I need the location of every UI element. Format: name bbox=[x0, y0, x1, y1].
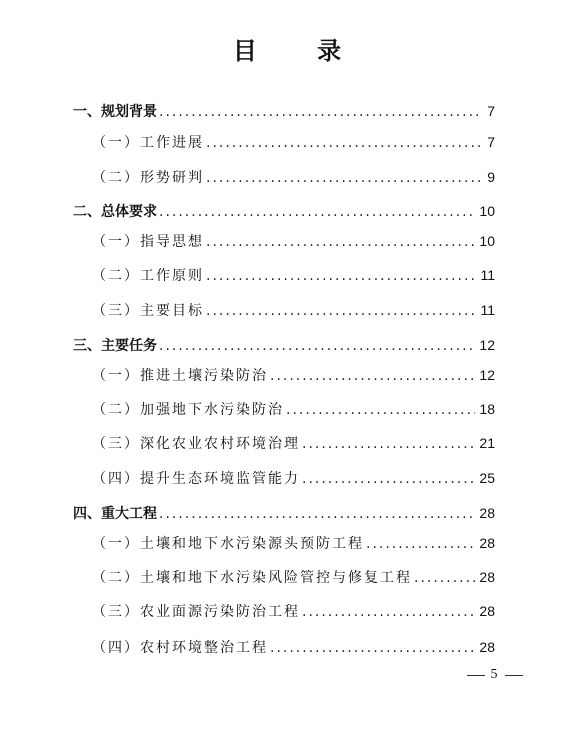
toc-entry[interactable] bbox=[92, 132, 495, 152]
toc-leader-dots bbox=[159, 336, 475, 356]
toc-entry-label: （一）土壤和地下水污染源头预防工程 bbox=[92, 536, 364, 552]
toc-entry-page: 10 bbox=[479, 233, 495, 249]
toc-entry-label: （二）加强地下水污染防治 bbox=[92, 402, 284, 418]
toc-entry-label: （一）指导思想 bbox=[92, 234, 204, 250]
toc-entry[interactable] bbox=[92, 365, 495, 385]
toc-entry-label: （四）提升生态环境监管能力 bbox=[92, 471, 300, 487]
toc-entry-label: 二、总体要求 bbox=[73, 204, 157, 220]
toc-leader-dots bbox=[270, 638, 475, 658]
toc-entry-label: （三）主要目标 bbox=[92, 303, 204, 319]
toc-entry-page: 11 bbox=[480, 302, 495, 318]
toc-leader-dots bbox=[159, 202, 475, 222]
toc-entry-label: （一）推进土壤污染防治 bbox=[92, 368, 268, 384]
toc-leader-dots bbox=[414, 568, 475, 588]
toc-entry[interactable] bbox=[73, 101, 495, 121]
toc-entry[interactable] bbox=[92, 637, 495, 657]
toc-entry[interactable] bbox=[92, 601, 495, 621]
toc-entry-page: 21 bbox=[479, 435, 495, 451]
toc-entry-label: （一）工作进展 bbox=[92, 135, 204, 151]
toc-entry-page: 28 bbox=[479, 603, 495, 619]
toc-entry[interactable] bbox=[92, 231, 495, 251]
toc-entry-page: 11 bbox=[480, 267, 495, 283]
toc-entry-page: 10 bbox=[479, 203, 495, 219]
toc-leader-dots bbox=[302, 469, 475, 489]
toc-entry-page: 28 bbox=[479, 505, 495, 521]
toc-entry-page: 28 bbox=[479, 639, 495, 655]
toc-entry-page: 12 bbox=[479, 367, 495, 383]
toc-leader-dots bbox=[206, 232, 475, 252]
toc-leader-dots bbox=[302, 434, 475, 454]
toc-entry[interactable] bbox=[92, 567, 495, 587]
toc-entry-page: 12 bbox=[479, 337, 495, 353]
toc-entry-label: 四、重大工程 bbox=[73, 506, 157, 522]
toc-entry-label: （三）农业面源污染防治工程 bbox=[92, 604, 300, 620]
toc-leader-dots bbox=[302, 602, 475, 622]
toc-entry-label: （二）工作原则 bbox=[92, 268, 204, 284]
toc-entry[interactable] bbox=[92, 265, 495, 285]
toc-entry-page: 9 bbox=[487, 169, 495, 185]
toc-leader-dots bbox=[206, 133, 483, 153]
toc-entry-page: 7 bbox=[487, 103, 495, 119]
toc-leader-dots bbox=[159, 102, 483, 122]
toc-leader-dots bbox=[270, 366, 475, 386]
toc-entry[interactable] bbox=[92, 468, 495, 488]
toc-entry[interactable] bbox=[92, 399, 495, 419]
toc-entry[interactable] bbox=[73, 335, 495, 355]
toc-entry-page: 25 bbox=[479, 470, 495, 486]
toc-leader-dots bbox=[206, 168, 483, 188]
toc-entry-label: 一、规划背景 bbox=[73, 104, 157, 120]
toc-leader-dots bbox=[366, 534, 475, 554]
toc-entry[interactable] bbox=[92, 300, 495, 320]
toc-entry-label: （四）农村环境整治工程 bbox=[92, 640, 268, 656]
toc-entry-label: 三、主要任务 bbox=[73, 338, 157, 354]
toc-entry-label: （三）深化农业农村环境治理 bbox=[92, 436, 300, 452]
toc-leader-dots bbox=[159, 504, 475, 524]
footer-dash-left bbox=[467, 675, 485, 676]
toc-entry-label: （二）土壤和地下水污染风险管控与修复工程 bbox=[92, 570, 412, 586]
toc-entry-label: （二）形势研判 bbox=[92, 170, 204, 186]
toc-leader-dots bbox=[286, 400, 475, 420]
toc-entry-page: 18 bbox=[479, 401, 495, 417]
toc-entry-page: 7 bbox=[487, 134, 495, 150]
page-title: 目 录 bbox=[232, 37, 368, 65]
page-number: 5 bbox=[490, 667, 498, 682]
toc-entry-page: 28 bbox=[479, 535, 495, 551]
toc-entry[interactable] bbox=[92, 167, 495, 187]
toc-leader-dots bbox=[206, 266, 476, 286]
page-footer bbox=[0, 664, 574, 686]
toc-entry[interactable] bbox=[92, 533, 495, 553]
toc-entry[interactable] bbox=[92, 433, 495, 453]
toc-entry[interactable] bbox=[73, 503, 495, 523]
footer-dash-right bbox=[505, 675, 523, 676]
toc-entry-page: 28 bbox=[479, 569, 495, 585]
toc-entry[interactable] bbox=[73, 201, 495, 221]
toc-leader-dots bbox=[206, 301, 476, 321]
